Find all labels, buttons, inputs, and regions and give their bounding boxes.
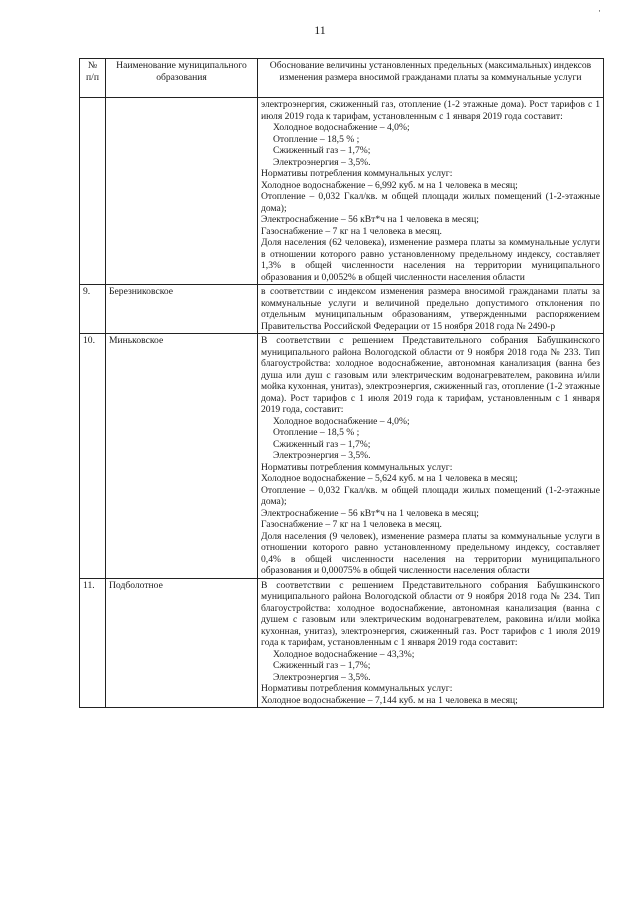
reason-line: Отопление – 18,5 % ; (273, 133, 360, 145)
reason-line: Холодное водоснабжение – 4,0%; (273, 415, 410, 427)
tariff-table (79, 58, 604, 708)
reason-line: Сжиженный газ – 1,7%; (273, 145, 371, 156)
reason-line: Газоснабжение – 7 кг на 1 человека в месяц. (261, 225, 442, 237)
reason-line: В соответствии с решением Представительного собрания Бабушкинского муниципального района Вологодской области от 9 ноября 2018 года № 234. Тип благоустройства: холодное водоснабжение, автономная канализация (ванна с душем с газовым или электрическим водонагревателем, раковина и/или мойка кухонная, унитаз), электроэнергия, сжиженный газ. Рост тарифов с 1 июля 2019 года к тарифам, установленным с 1 января 2019 года составит: (261, 579, 600, 648)
row-number: 10. (80, 334, 106, 579)
table-header-row (80, 59, 604, 98)
reason-line: Холодное водоснабжение – 5,624 куб. м на 1 человека в месяц; (261, 473, 518, 484)
reason-line: Электроснабжение – 56 кВт*ч на 1 человека в месяц; (261, 507, 479, 519)
reason-line: в соответствии с индексом изменения размера вносимой гражданами платы за коммунальные услуги и величиной предельно допустимого отклонения по отдельным муниципальным образованиям, утвержденными распоряжением Правительства Российской Федерации от 15 ноября 2018 года № 2490-р (261, 286, 600, 332)
reason-cell (258, 578, 604, 708)
reason-line: Нормативы потребления коммунальных услуг: (261, 683, 453, 694)
reason-cell (258, 334, 604, 579)
reason-line: Отопление – 0,032 Гкал/кв. м общей площади жилых помещений (1-2-этажные дома); (261, 484, 600, 507)
reason-line: Холодное водоснабжение – 4,0%; (273, 122, 410, 133)
reason-line: Электроэнергия – 3,5%. (273, 450, 371, 461)
row-number: 9. (80, 285, 106, 334)
reason-line: Отопление – 0,032 Гкал/кв. м общей площади жилых помещений (1-2-этажные дома); (261, 191, 600, 214)
reason-line: В соответствии с решением Представительного собрания Бабушкинского муниципального района Вологодской области от 9 ноября 2018 года № 233. Тип благоустройства: холодное водоснабжение, автономная канализация (ванна без душа или душ с газовым или электрическим водонагревателем, раковина и/или мойка кухонная, унитаз), электроэнергия, сжиженный газ, отопление (1-2 этажные дома). Рост тарифов с 1 июля 2019 года к тарифам, установленным с 1 января 2019 года, составит: (261, 335, 600, 415)
reason-line: Электроэнергия – 3,5%. (273, 156, 371, 168)
reason-cell (258, 285, 604, 334)
page-number: 11 (314, 23, 326, 37)
header-num: № п/п (80, 59, 106, 98)
corner-mark: · (598, 6, 601, 16)
row-number: 11. (80, 578, 106, 708)
reason-line: Доля населения (9 человек), изменение размера платы за коммунальные услуги в отношении которого равно установленному предельному индексу, составляет 0,4% в общей численности населения на территории муниципального образования и 0,00075% в общей численности населения области (261, 530, 600, 576)
reason-line: Сжиженный газ – 1,7%; (273, 438, 371, 450)
table-row-9 (80, 285, 604, 334)
reason-line: электроэнергия, сжиженный газ, отопление (1-2 этажные дома). Рост тарифов с 1 июля 2019 года к тарифам, установленным с 1 января 2019 года составит: (261, 99, 600, 122)
reason-line: Холодное водоснабжение – 43,3%; (273, 648, 415, 660)
municipality-name: Березниковское (106, 285, 258, 334)
reason-line: Газоснабжение – 7 кг на 1 человека в месяц. (261, 519, 442, 530)
table-row-10 (80, 334, 604, 579)
reason-line: Нормативы потребления коммунальных услуг: (261, 168, 453, 179)
municipality-name: Подболотное (106, 578, 258, 708)
reason-line: Холодное водоснабжение – 6,992 куб. м на 1 человека в месяц; (261, 179, 518, 191)
header-reason: Обоснование величины установленных предельных (максимальных) индексов изменения размера вносимой гражданами платы за коммунальные услуги (258, 59, 604, 98)
header-name: Наименование муниципального образования (106, 59, 258, 98)
reason-line: Сжиженный газ – 1,7%; (273, 660, 371, 671)
reason-line: Электроснабжение – 56 кВт*ч на 1 человека в месяц; (261, 214, 479, 225)
reason-line: Отопление – 18,5 % ; (273, 427, 360, 438)
reason-cell (258, 98, 604, 285)
reason-line: Холодное водоснабжение – 7,144 куб. м на 1 человека в месяц; (261, 694, 518, 706)
municipality-name: Миньковское (106, 334, 258, 579)
table-row-continued (80, 98, 604, 285)
reason-line: Доля населения (62 человека), изменение размера платы за коммунальные услуги в отношении которого равно установленному предельному индексу, составляет 1,3% в общей численности населения на территории муниципального образования и 0,0052% в общей численности населения области (261, 237, 600, 283)
reason-line: Электроэнергия – 3,5%. (273, 671, 371, 683)
table-row-11 (80, 578, 604, 708)
reason-line: Нормативы потребления коммунальных услуг: (261, 461, 453, 473)
